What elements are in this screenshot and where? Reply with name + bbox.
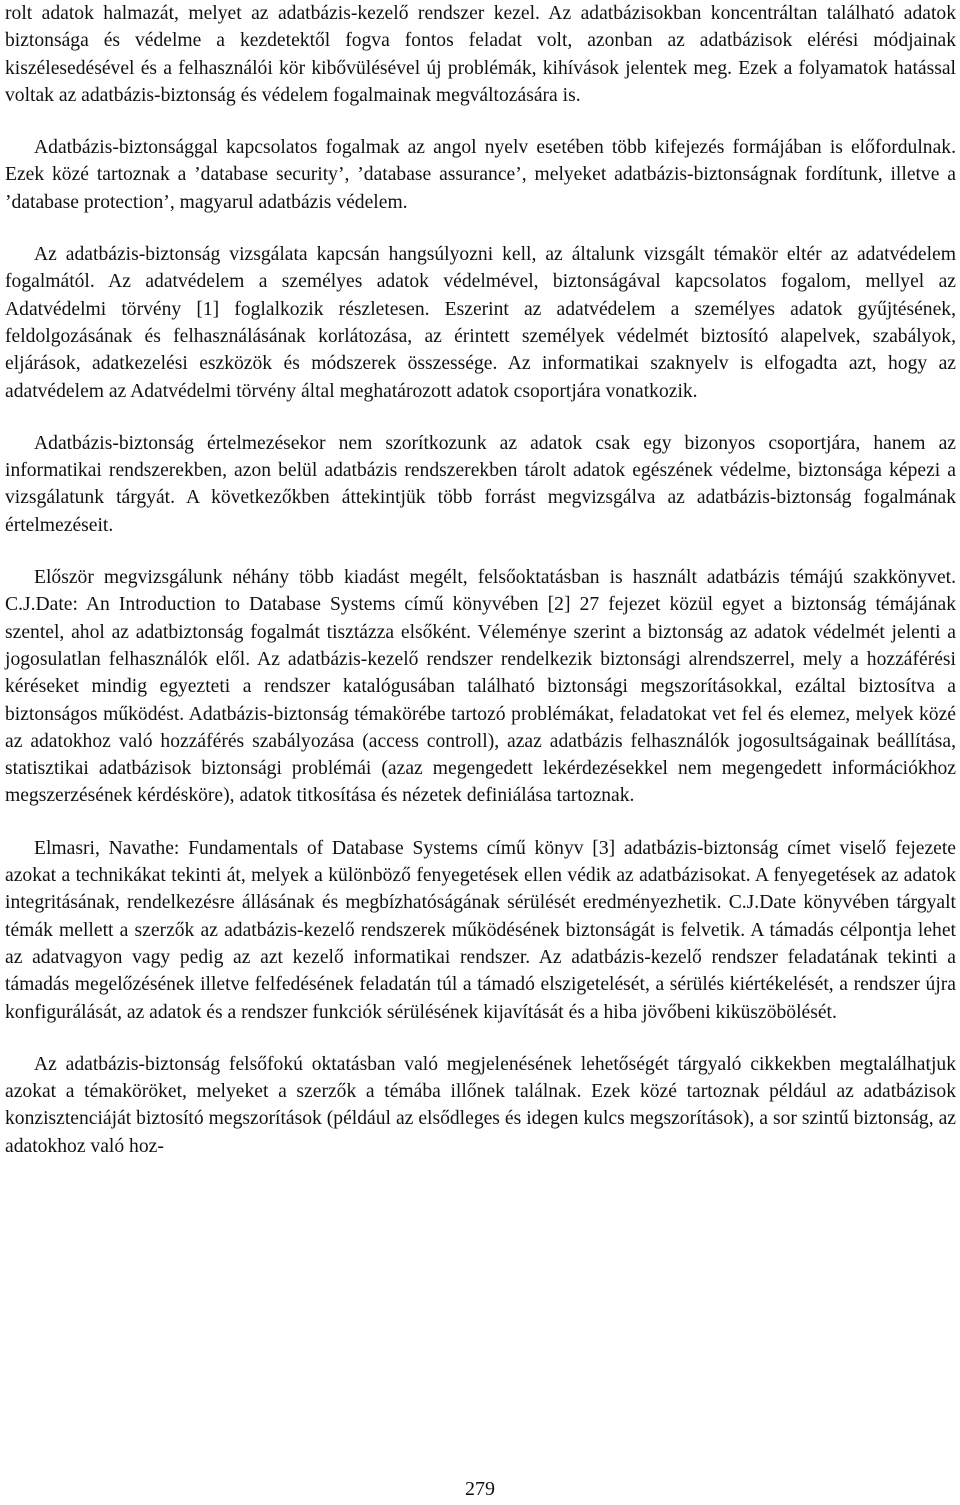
paragraph-higher-education: Az adatbázis-biztonság felsőfokú oktatásban való megjelenésének lehetőségét tárgyaló cikkekben megtalálhatjuk azokat a témaköröket, melyeket a szerzők a témába illőnek találnak. Ezek közé tartoznak például az adatbázisok konzisztenciáját biztosító megszorítások (például az elsődleges és idegen kulcs megszorítások), a sor szintű biztonság, az adatokhoz való hoz- — [5, 1053, 956, 1157]
page-number: 279 — [465, 1478, 495, 1500]
paragraph-elmasri-book: Elmasri, Navathe: Fundamentals of Database Systems című könyv [3] adatbázis-biztonság címet viselő fejezete azokat a technikákat tekinti át, melyek a különböző fenyegetések ellen védik az adatbázisokat. A fenyegetések az adatok integritásának, rendelkezésre állásának és megbízhatóságának sérülését eredményezhetik. C.J.Date könyvében tárgyalt témák mellett a szerzők az adatbázis-kezelő rendszerek működésének biztonságát is felvetik. A támadás célpontja lehet az adatvagyon vagy pedig az azt kezelő informatikai rendszer. Az adatbázis-kezelő rendszer feladatának tekinti a támadás megelőzésének illetve felfedésének feladatán túl a támadó elszigetelését, a sérülés kiértékelését, a rendszer újra konfigurálását, az adatok és a rendszer funkciók sérülésének kijavítását és a hiba jövőbeni kiküszöbölését. — [5, 837, 956, 1023]
paragraph-continuation: rolt adatok halmazát, melyet az adatbázis-kezelő rendszer kezel. Az adatbázisokban koncentráltan található adatok biztonsága és védelme a kezdetektől fogva fontos feladat volt, azonban az adatbázisok elérési módjainak kiszélesedésével és a felhasználói kör kibővülésével új problémák, kihívások jelentek meg. Ezek a folyamatok hatással voltak az adatbázis-biztonság és védelem fogalmainak megváltozására is. — [5, 3, 956, 106]
paragraph-terminology: Adatbázis-biztonsággal kapcsolatos fogalmak az angol nyelv esetében több kifejezés formájában is előfordulnak. Ezek közé tartoznak a ’database security’, ’database assurance’, melyeket adatbázis-biztonságnak fordítunk, illetve a ’database protection’, magyarul adatbázis védelem. — [5, 137, 956, 213]
paragraph-data-protection: Az adatbázis-biztonság vizsgálata kapcsán hangsúlyozni kell, az általunk vizsgált témakör eltér az adatvédelem fogalmától. Az adatvédelem a személyes adatok védelmével, biztonságával kapcsolatos fogalom, mellyel az Adatvédelmi törvény [1] foglalkozik részletesen. Eszerint az adatvédelem a személyes adatok gyűjtésének, feldolgozásának és felhasználásának korlátozása, az érintett személyek védelmét biztosító alapelvek, szabályok, eljárások, adatkezelési eszközök és módszerek összessége. Az informatikai szaknyelv is elfogadta azt, hogy az adatvédelem az Adatvédelmi törvény által meghatározott adatok csoportjára vonatkozik. — [5, 244, 956, 402]
paragraph-interpretation: Adatbázis-biztonság értelmezésekor nem szorítkozunk az adatok csak egy bizonyos csoportjára, hanem az informatikai rendszerekben, azon belül adatbázis rendszerekben tárolt adatok egészének védelme, biztonsága képezi a vizsgálatunk tárgyát. A következőkben áttekintjük több forrást megvizsgálva az adatbázis-biztonság fogalmának értelmezéseit. — [5, 432, 956, 536]
document-body — [5, 0, 956, 1160]
paragraph-date-book: Először megvizsgálunk néhány több kiadást megélt, felsőoktatásban is használt adatbázis témájú szakkönyvet. C.J.Date: An Introduction to Database Systems című könyvében [2] 27 fejezet közül egyet a biztonság témájának szentel, ahol az adatbiztonság fogalmát tisztázza elsőként. Véleménye szerint a biztonság az adatok védelmét jelenti a jogosulatlan felhasználók elől. Az adatbázis-kezelő rendszer rendelkezik biztonsági alrendszerrel, mely a hozzáférési kéréseket mindig egyezteti a rendszer katalógusában található biztonsági megszorításokkal, ezáltal biztosítva a biztonságos működést. Adatbázis-biztonság témakörébe tartozó problémákat, feladatokat vet fel és elemez, melyek közé az adatokhoz való hozzáférés szabályozása (access controll), azaz adatbázis felhasználók jogosultságainak beállítása, statisztikai adatbázisok biztonsági problémái (azaz megengedett lekérdezésekkel nem megengedett információkhoz megszerzésének kérdésköre), adatok titkosítása és nézetek definiálása tartoznak. — [5, 567, 956, 807]
